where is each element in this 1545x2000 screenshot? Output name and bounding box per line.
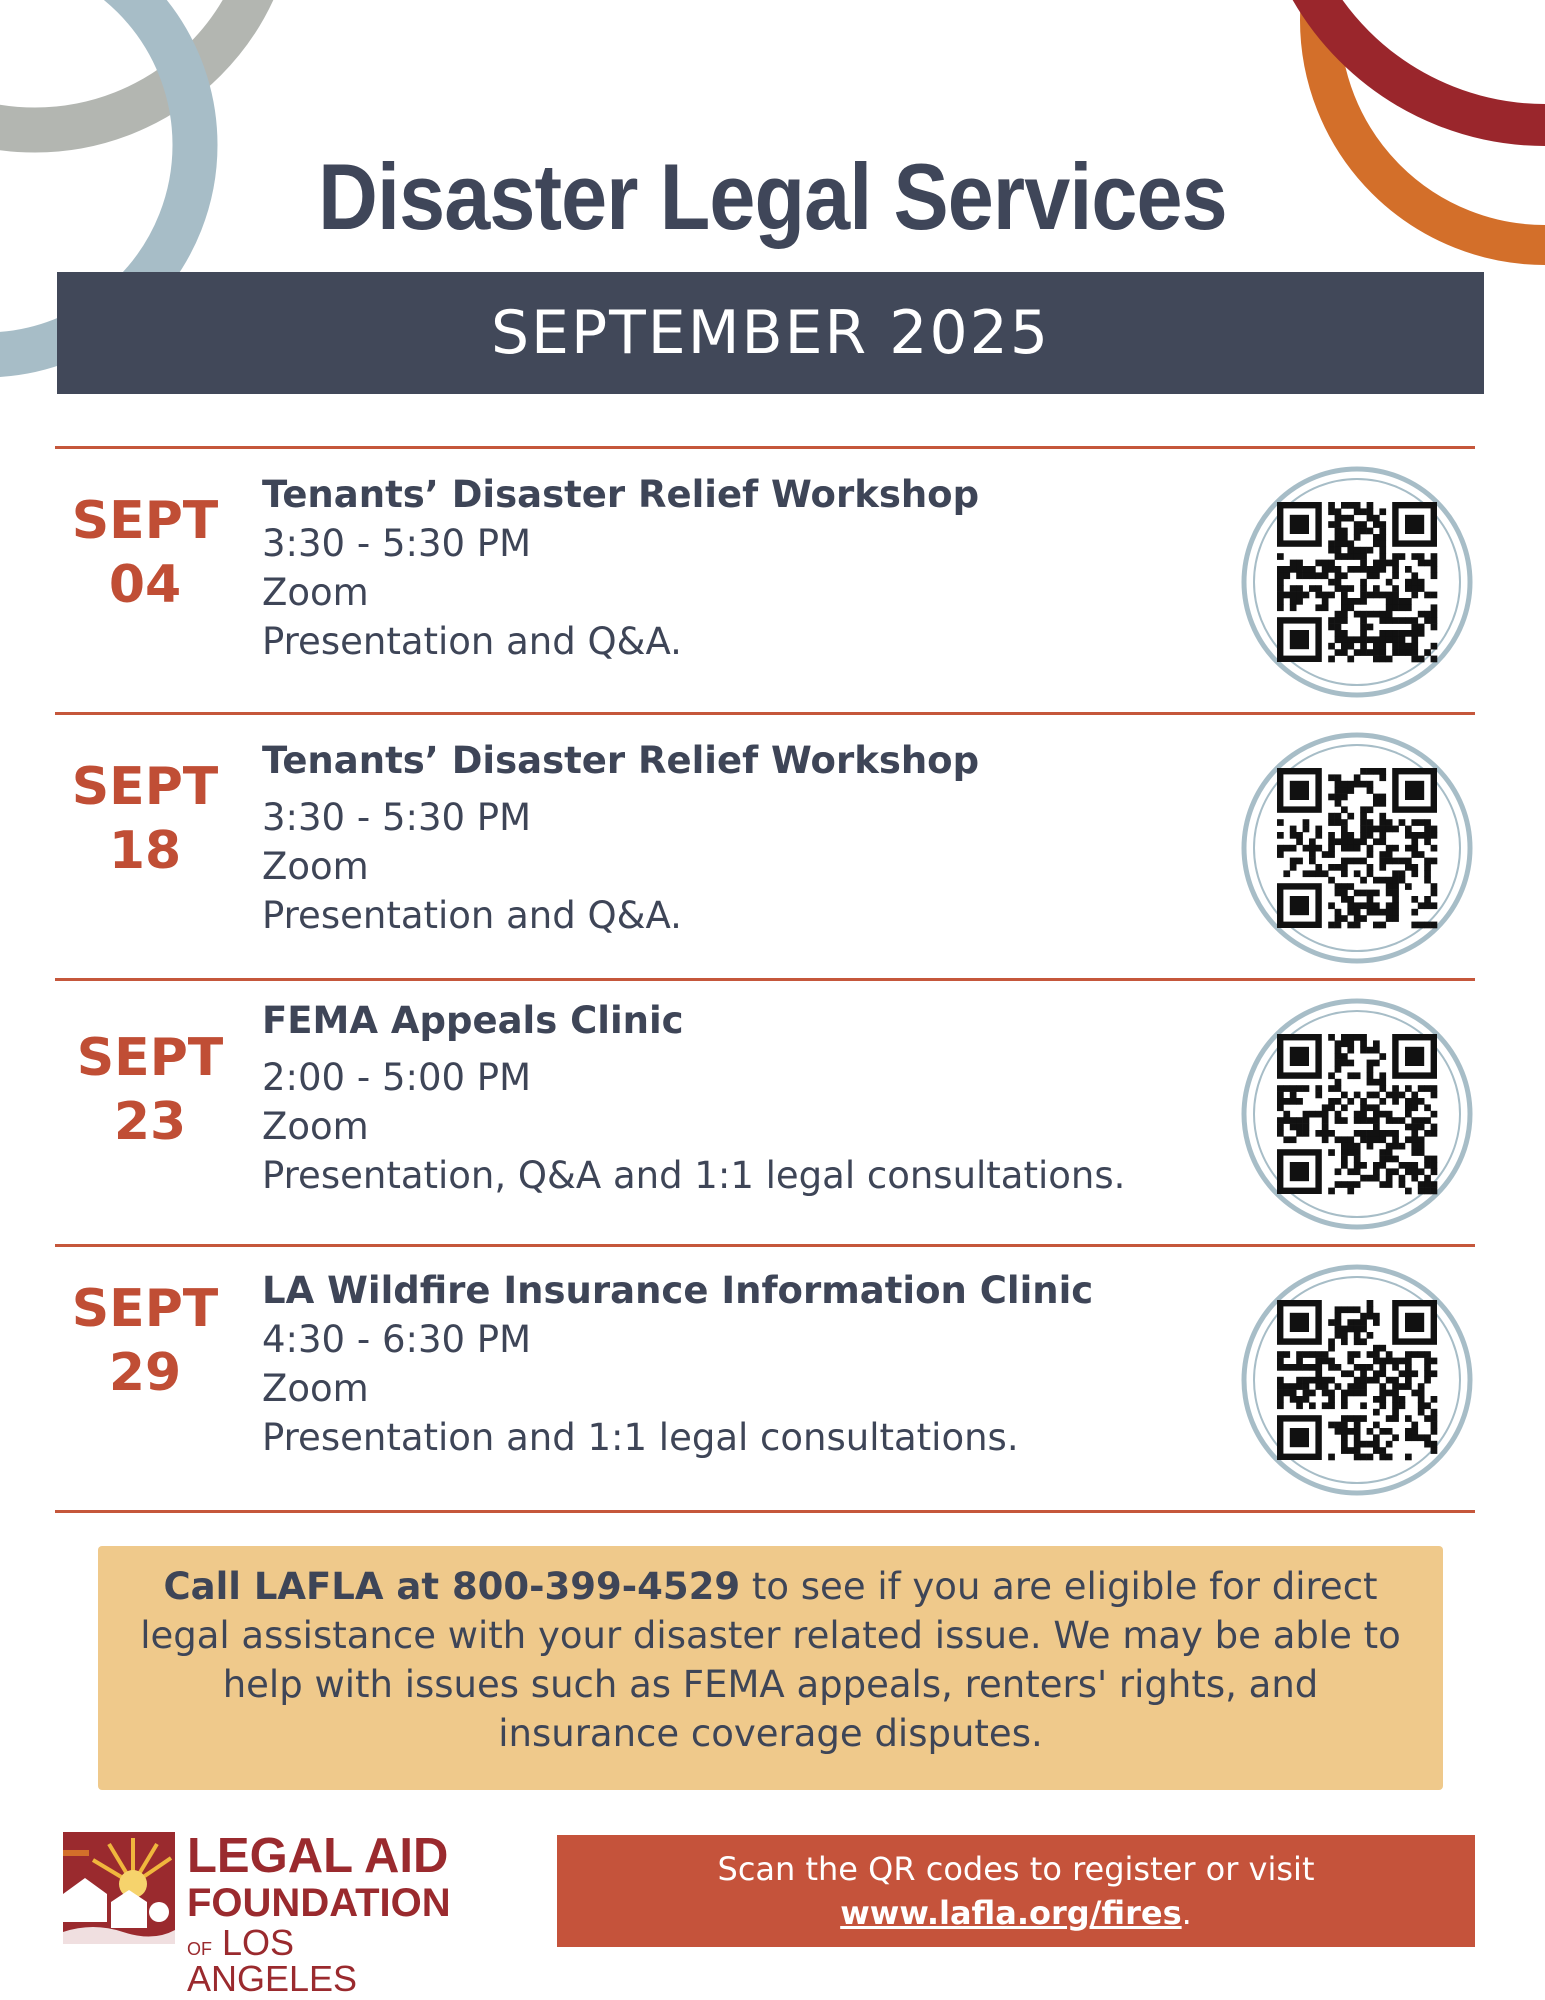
scan-text: Scan the QR codes to register or visit xyxy=(717,1850,1315,1888)
event-item xyxy=(0,981,1545,1247)
event-location: Zoom xyxy=(262,1105,369,1148)
scan-register-box xyxy=(557,1835,1475,1947)
event-time: 3:30 - 5:30 PM xyxy=(262,522,532,565)
event-day: 29 xyxy=(108,1343,182,1403)
qr-code-icon[interactable] xyxy=(1240,465,1474,699)
month-banner: SEPTEMBER 2025 xyxy=(57,272,1484,394)
call-lafla-phone: Call LAFLA at 800-399-4529 xyxy=(163,1565,741,1608)
event-location: Zoom xyxy=(262,1367,369,1410)
logo-line-3 xyxy=(187,1922,463,1999)
event-date xyxy=(55,489,235,617)
event-time: 4:30 - 6:30 PM xyxy=(262,1318,532,1361)
logo-of: OF xyxy=(187,1939,212,1959)
event-info xyxy=(262,997,1242,1200)
event-info xyxy=(262,737,1242,940)
event-info xyxy=(262,1267,1242,1462)
event-day: 18 xyxy=(108,821,182,881)
logo-line-1: LEGAL AID xyxy=(187,1829,449,1883)
event-item xyxy=(0,449,1545,715)
logo-text xyxy=(187,1829,463,1999)
event-description: Presentation, Q&A and 1:1 legal consultations. xyxy=(262,1154,1126,1197)
event-month: SEPT xyxy=(71,491,219,551)
event-date xyxy=(55,1277,235,1405)
event-date xyxy=(60,1026,240,1154)
qr-code-icon[interactable] xyxy=(1240,997,1474,1231)
logo-sunburst-icon xyxy=(63,1832,175,1944)
event-item xyxy=(0,715,1545,981)
event-description: Presentation and Q&A. xyxy=(262,620,682,663)
event-description: Presentation and Q&A. xyxy=(262,894,682,937)
event-title: Tenants’ Disaster Relief Workshop xyxy=(262,739,980,782)
event-month: SEPT xyxy=(76,1028,224,1088)
logo-line-2: FOUNDATION xyxy=(187,1881,451,1925)
event-title: Tenants’ Disaster Relief Workshop xyxy=(262,473,980,516)
event-day: 04 xyxy=(108,555,182,615)
qr-code-icon[interactable] xyxy=(1240,731,1474,965)
lafla-logo xyxy=(63,1829,463,1999)
link-suffix: . xyxy=(1181,1894,1192,1932)
logo-los-angeles: LOS ANGELES xyxy=(187,1922,358,1999)
event-item xyxy=(0,1247,1545,1513)
event-time: 2:00 - 5:00 PM xyxy=(262,1056,532,1099)
event-date xyxy=(55,755,235,883)
event-time: 3:30 - 5:30 PM xyxy=(262,796,532,839)
page-title: Disaster Legal Services xyxy=(318,144,1227,249)
event-title: LA Wildfire Insurance Information Clinic xyxy=(262,1269,1094,1312)
event-description: Presentation and 1:1 legal consultations. xyxy=(262,1416,1019,1459)
event-location: Zoom xyxy=(262,571,369,614)
event-day: 23 xyxy=(113,1092,187,1152)
call-lafla-callout xyxy=(98,1546,1443,1790)
qr-code-icon[interactable] xyxy=(1240,1263,1474,1497)
call-lafla-text: to see if you are eligible for direct legal assistance with your disaster related issue. We may be able to help with issues such as FEMA appeals, renters' rights, and insurance coverage disputes. xyxy=(140,1565,1401,1755)
event-month: SEPT xyxy=(71,757,219,817)
event-info xyxy=(262,471,1242,666)
event-location: Zoom xyxy=(262,845,369,888)
event-title: FEMA Appeals Clinic xyxy=(262,999,684,1042)
event-month: SEPT xyxy=(71,1279,219,1339)
fires-link[interactable]: www.lafla.org/fires xyxy=(840,1894,1182,1932)
